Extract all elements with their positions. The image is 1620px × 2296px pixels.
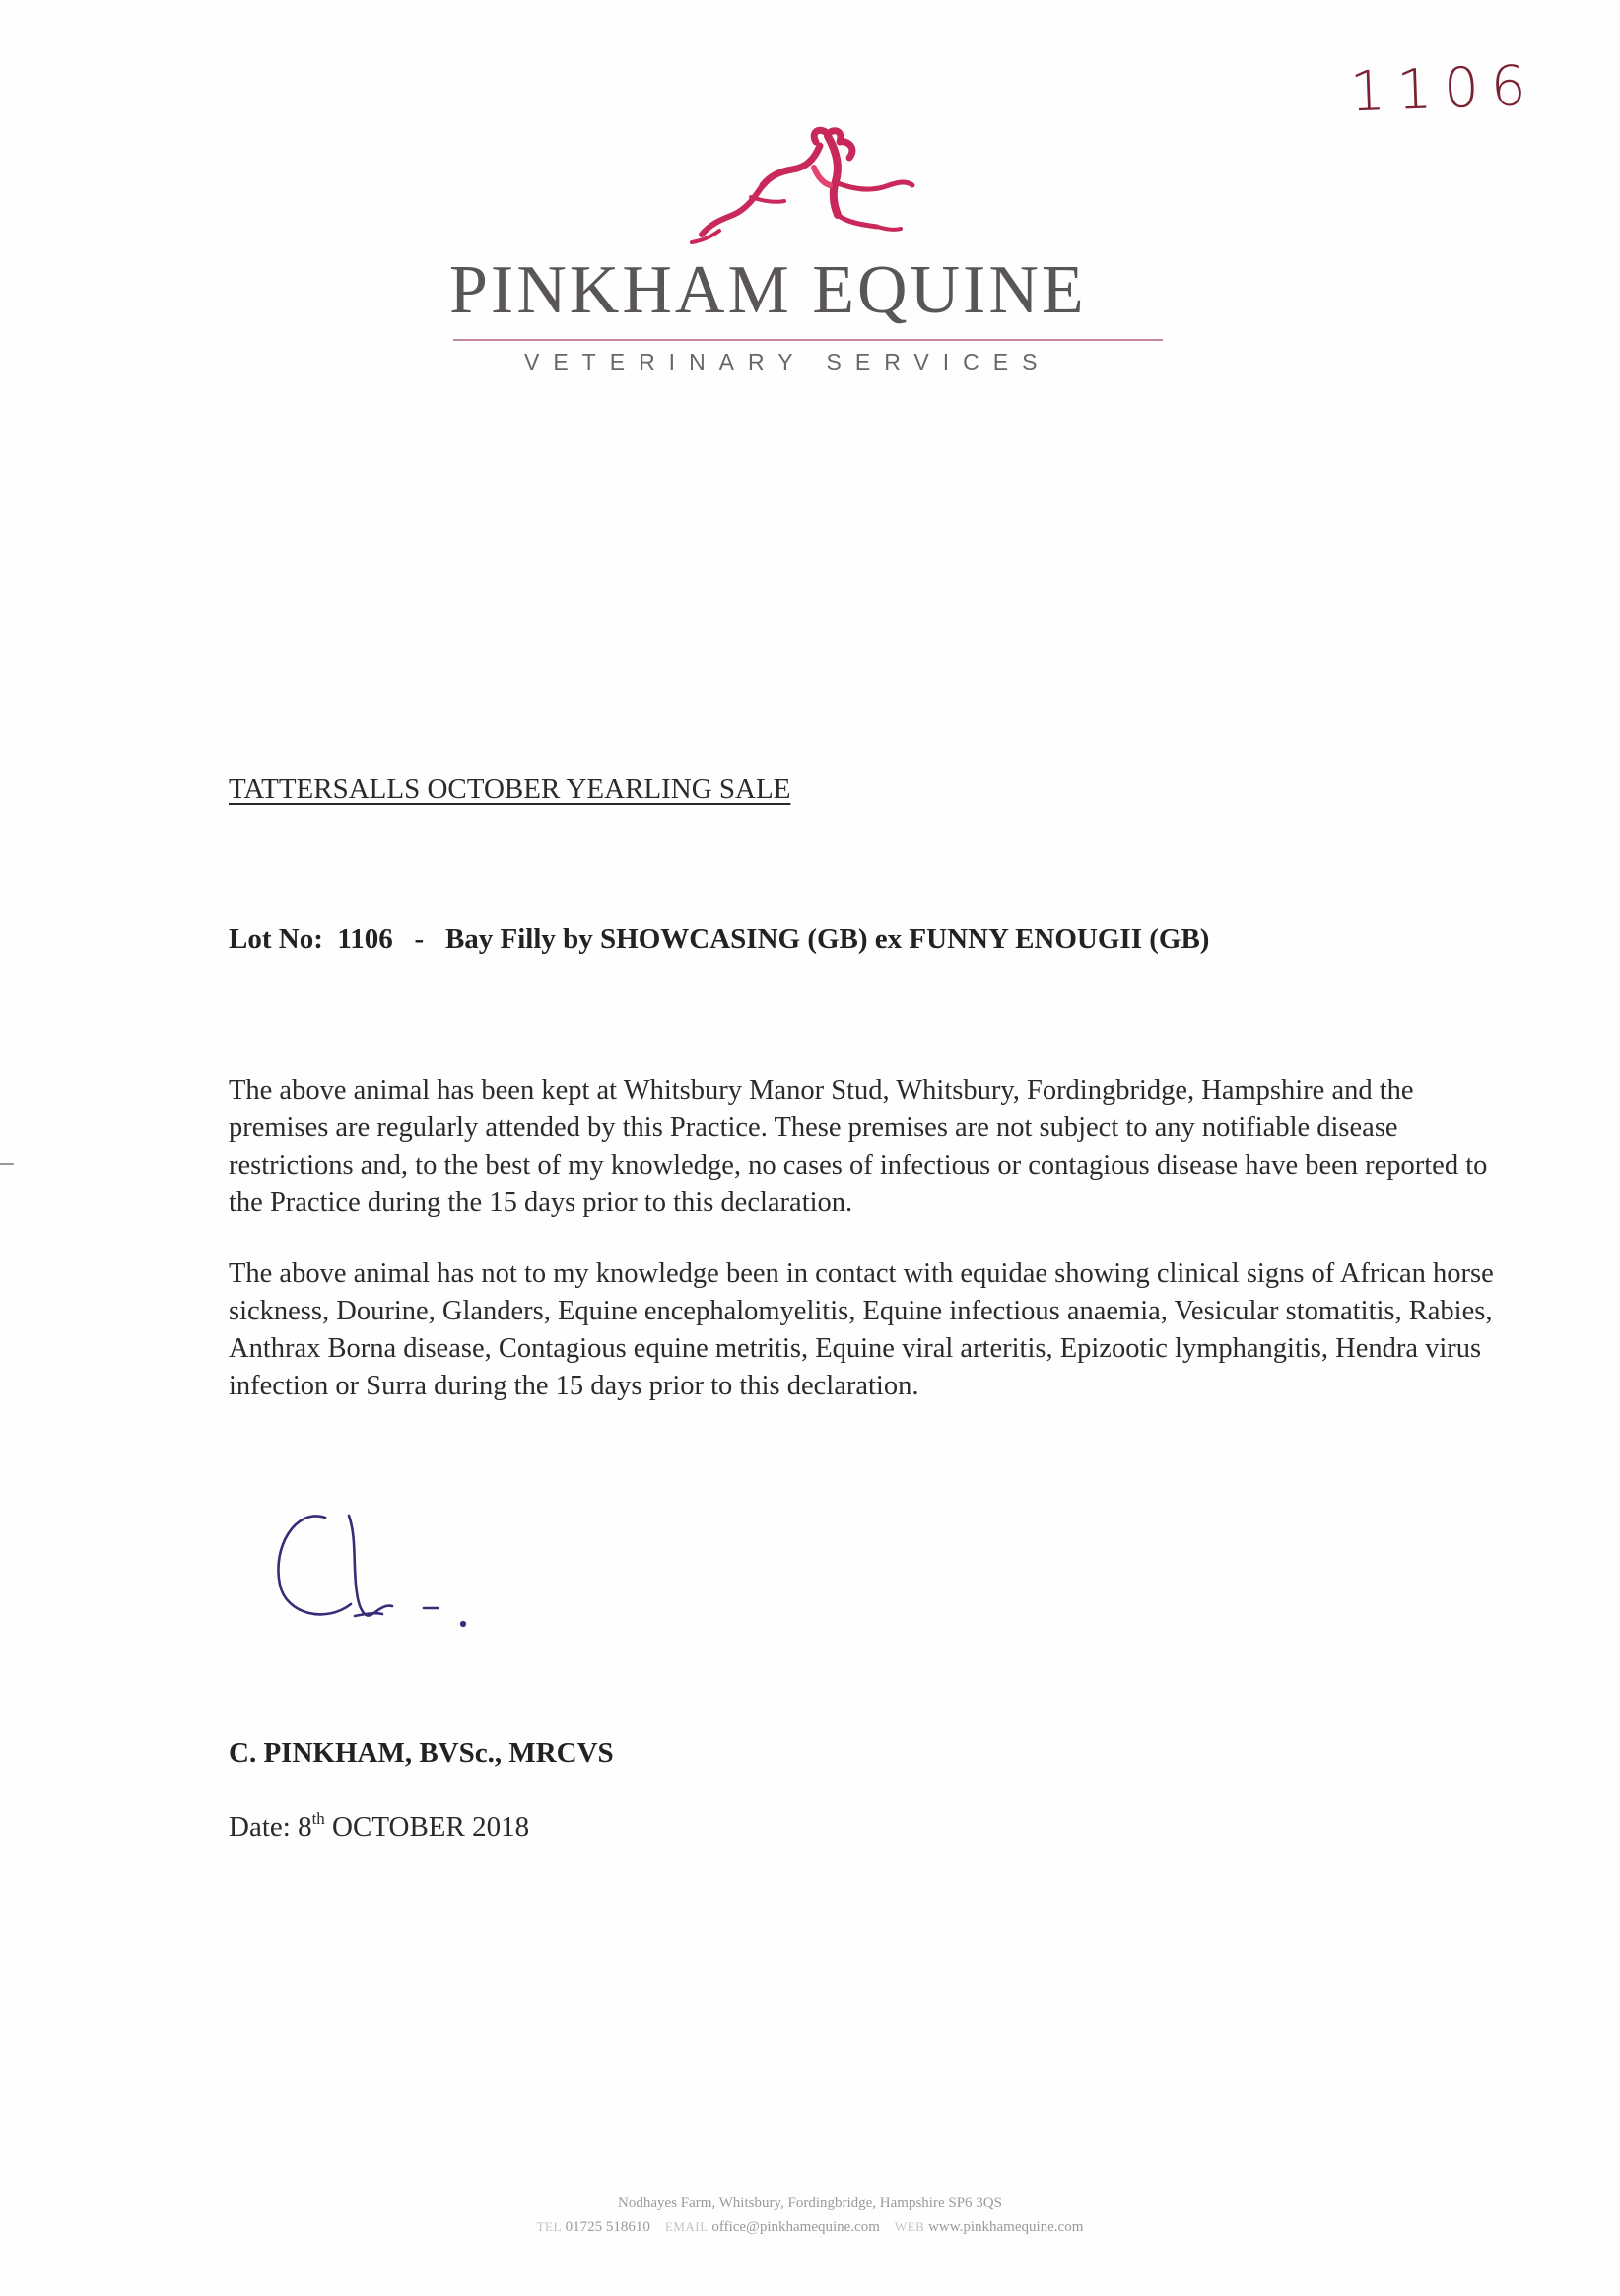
logo-divider bbox=[453, 339, 1163, 341]
lot-description: Bay Filly by SHOWCASING (GB) ex FUNNY ENOUGII (GB) bbox=[444, 923, 1210, 955]
premises-declaration: The above animal has been kept at Whitsbury Manor Stud, Whitsbury, Fordingbridge, Hampshire and the premises are regularly attended by this Practice. These premises are not subject to any notifiable disease restrictions and, to the best of my knowledge, no cases of infectious or contagious disease have been reported to the Practice during the 15 days prior to this declaration. bbox=[229, 1075, 1488, 1218]
footer-email: office@pinkhamequine.com bbox=[711, 2219, 880, 2235]
signatory-name: C. PINKHAM, BVSc., MRCVS bbox=[229, 1737, 614, 1769]
date-label: Date: bbox=[229, 1811, 291, 1843]
sale-title: TATTERSALLS OCTOBER YEARLING SALE bbox=[229, 774, 791, 805]
lot-heading bbox=[229, 923, 1209, 956]
footer-address: Nodhayes Farm, Whitsbury, Fordingbridge, Hampshire SP6 3QS bbox=[618, 2195, 1002, 2211]
footer-contacts bbox=[0, 2215, 1620, 2239]
footer-email-label: EMAIL bbox=[664, 2219, 709, 2234]
horse-logo-icon bbox=[690, 124, 936, 252]
handwritten-lot-number: 1106 bbox=[1348, 53, 1539, 125]
date-month-year: OCTOBER 2018 bbox=[332, 1811, 530, 1843]
date-suffix: th bbox=[311, 1809, 325, 1828]
practice-logo bbox=[0, 118, 1620, 394]
footer-tel: 01725 518610 bbox=[565, 2219, 650, 2235]
lot-number: 1106 bbox=[337, 923, 393, 955]
practice-tagline: VETERINARY SERVICES bbox=[524, 349, 1051, 374]
lot-label: Lot No: bbox=[229, 923, 323, 955]
practice-name: PINKHAM EQUINE bbox=[449, 252, 1087, 328]
footer-tel-label: TEL bbox=[536, 2219, 562, 2234]
letterhead-footer bbox=[0, 2192, 1620, 2239]
vet-signature bbox=[266, 1498, 483, 1646]
date-day: 8 bbox=[298, 1811, 312, 1843]
footer-web-label: WEB bbox=[894, 2219, 925, 2234]
contact-declaration: The above animal has not to my knowledge been in contact with equidae showing clinical signs of African horse sickness, Dourine, Glanders, Equine encephalomyelitis, Equine infectious anaemia, Vesicular stomatitis, Rabies, Anthrax Borna disease, Contagious equine metritis, Equine viral arteritis, Epizootic lymphangitis, Hendra virus infection or Surra during the 15 days prior to this declaration. bbox=[229, 1258, 1494, 1401]
margin-mark bbox=[0, 1163, 14, 1165]
declaration-date bbox=[229, 1811, 529, 1844]
lot-separator: - bbox=[414, 923, 425, 955]
footer-web: www.pinkhamequine.com bbox=[928, 2219, 1084, 2235]
